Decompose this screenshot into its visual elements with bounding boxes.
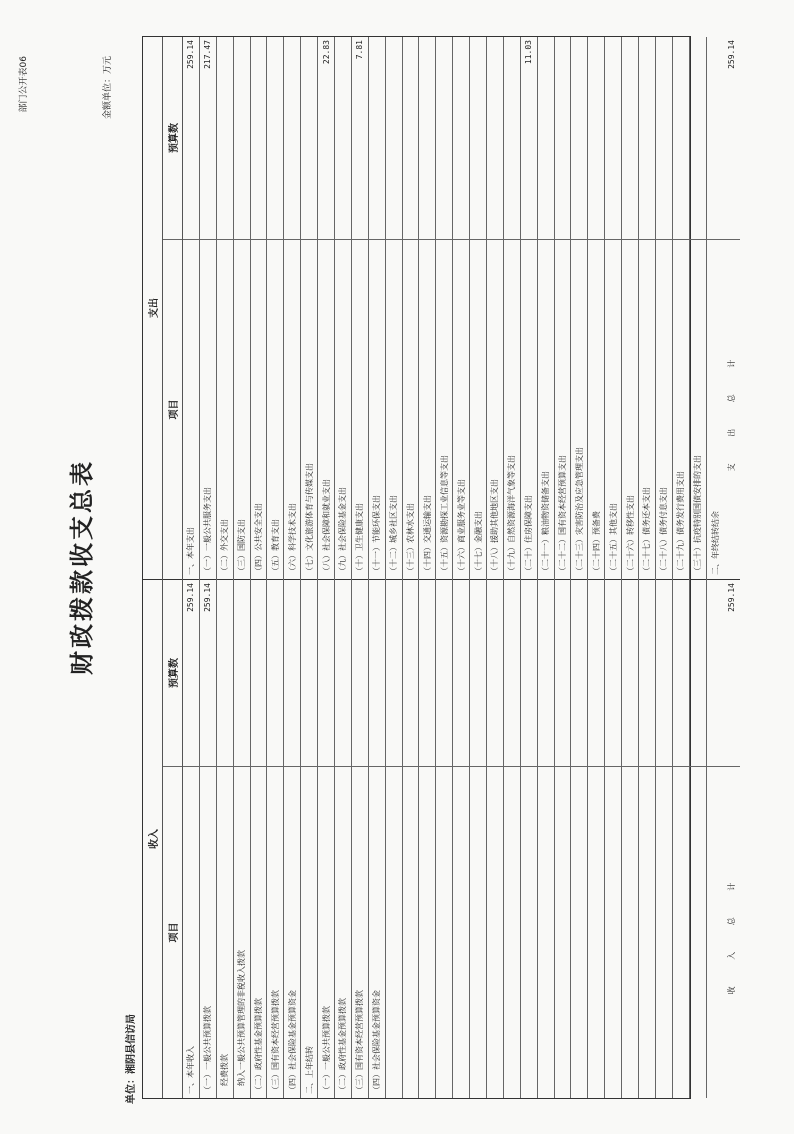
income-budget-cell [284, 579, 300, 766]
table-row [284, 37, 301, 1098]
income-item-cell: （一）一般公共预算拨款 [318, 766, 334, 1098]
expense-budget-cell: 217.47 [203, 40, 213, 69]
expense-budget-cell [538, 37, 554, 239]
income-budget-cell [234, 579, 250, 766]
expense-budget-cell [403, 37, 419, 239]
income-budget-cell [301, 579, 317, 766]
expense-budget-cell [487, 37, 503, 239]
expense-item-cell: （九）社会保险基金支出 [335, 239, 351, 579]
income-budget-cell [622, 579, 638, 766]
income-budget-cell [386, 579, 402, 766]
expense-item-cell: （八）社会保障和就业支出 [318, 239, 334, 579]
table-row [200, 37, 217, 1098]
income-budget-cell [470, 579, 486, 766]
expense-budget-cell [217, 37, 233, 239]
income-budget-cell [588, 579, 604, 766]
expense-item-cell: （二十五）其他支出 [605, 239, 621, 579]
income-budget-cell [267, 579, 283, 766]
expense-budget-cell [622, 37, 638, 239]
table-row [403, 37, 420, 1098]
expense-item-cell: （四）公共安全支出 [251, 239, 267, 579]
table-row [487, 37, 504, 1098]
income-budget-cell [369, 579, 385, 766]
expense-budget-cell [470, 37, 486, 239]
income-group-header: 收入 [143, 579, 162, 1098]
income-budget-header: 预算数 [163, 579, 182, 766]
expense-item-cell: （二十三）灾害防治及应急管理支出 [571, 239, 587, 579]
expense-budget-cell: 259.14 [186, 40, 196, 69]
income-budget-cell [538, 579, 554, 766]
expense-budget-cell [555, 37, 571, 239]
income-item-cell: （四）社会保险基金预算资金 [369, 766, 385, 1098]
expense-item-cell: （十一）节能环保支出 [369, 239, 385, 579]
income-item-header: 项目 [163, 766, 182, 1098]
table-row [504, 37, 521, 1098]
income-budget-cell [571, 579, 587, 766]
table-row [352, 37, 369, 1098]
income-budget-cell [639, 579, 655, 766]
income-budget-cell [487, 579, 503, 766]
expense-budget-cell [571, 37, 587, 239]
table-row [656, 37, 673, 1098]
table-row [538, 37, 555, 1098]
expense-item-cell: 二、年终结转结余 [707, 239, 724, 579]
expense-item-cell: （二十二）国有资本经营预算支出 [555, 239, 571, 579]
expense-budget-cell [656, 37, 672, 239]
expense-budget-cell [453, 37, 469, 239]
income-item-cell [538, 766, 554, 1098]
table-row [251, 37, 268, 1098]
income-budget-cell: 259.14 [200, 579, 216, 766]
table-row [301, 37, 318, 1098]
table-row [419, 37, 436, 1098]
table-row [622, 37, 639, 1098]
income-item-cell [403, 766, 419, 1098]
income-budget-cell [690, 579, 706, 766]
expense-budget-cell [436, 37, 452, 239]
expense-item-header: 项目 [163, 239, 182, 579]
table-row [335, 37, 352, 1098]
currency-unit: 金额单位：万元 [103, 56, 113, 120]
expense-item-cell: （十二）城乡社区支出 [386, 239, 402, 579]
income-item-cell [521, 766, 537, 1098]
income-item-cell [386, 766, 402, 1098]
income-item-cell [504, 766, 520, 1098]
income-item-cell: 经费拨款 [217, 766, 233, 1098]
table-row [555, 37, 572, 1098]
table-row [386, 37, 403, 1098]
expense-item-cell: （七）文化旅游体育与传媒支出 [301, 239, 317, 579]
expense-budget-cell: 7.81 [355, 40, 365, 60]
income-item-cell [419, 766, 435, 1098]
group-header-row [143, 37, 163, 1098]
expense-item-cell: （二）外交支出 [217, 239, 233, 579]
expense-budget-cell [504, 37, 520, 239]
expense-budget-cell [386, 37, 402, 239]
expense-budget-cell [267, 37, 283, 239]
expense-item-cell: 一、本年支出 [183, 239, 199, 579]
table-row [588, 37, 605, 1098]
expense-budget-cell [284, 37, 300, 239]
expense-item-cell: （三十）抗疫特别国债安排的支出 [690, 239, 706, 579]
expense-group-header: 支出 [149, 298, 160, 318]
table-row [605, 37, 622, 1098]
expense-item-cell: （一）一般公共服务支出 [200, 239, 216, 579]
table-row [318, 37, 335, 1098]
expense-item-cell: （二十六）转移性支出 [622, 239, 638, 579]
page-title: 财政拨款收支总表 [68, 459, 96, 675]
table-body [183, 37, 724, 1098]
budget-table [142, 36, 737, 1099]
income-budget-cell [436, 579, 452, 766]
expense-item-cell: （二十八）债务付息支出 [656, 239, 672, 579]
income-item-cell [588, 766, 604, 1098]
income-item-cell: 一、本年收入 [183, 766, 199, 1098]
expense-item-cell: （十九）自然资源海洋气象等支出 [504, 239, 520, 579]
expense-item-cell: （三）国防支出 [234, 239, 250, 579]
table-row [453, 37, 470, 1098]
table-row [234, 37, 251, 1098]
income-item-cell [673, 766, 689, 1098]
income-budget-cell [555, 579, 571, 766]
income-item-cell: （三）国有资本经营预算拨款 [352, 766, 368, 1098]
income-item-cell: 二、上年结转 [301, 766, 317, 1098]
expense-budget-cell [419, 37, 435, 239]
income-item-cell [605, 766, 621, 1098]
income-budget-cell [403, 579, 419, 766]
expense-item-cell: （十五）资源勘探工业信息等支出 [436, 239, 452, 579]
income-item-cell [453, 766, 469, 1098]
expense-budget-cell [673, 37, 689, 239]
expense-budget-cell [690, 37, 706, 239]
income-budget-cell [605, 579, 621, 766]
income-total-value: 259.14 [724, 579, 741, 766]
income-item-cell: （二）政府性基金预算拨款 [251, 766, 267, 1098]
expense-total-value: 259.14 [727, 40, 737, 69]
income-item-cell [690, 766, 706, 1098]
income-budget-cell [318, 579, 334, 766]
income-total-label: 收 入 总 计 [724, 766, 741, 1098]
income-budget-cell [217, 579, 233, 766]
table-row [521, 37, 538, 1098]
table-row [470, 37, 487, 1098]
expense-item-cell: （二十九）债务发行费用支出 [673, 239, 689, 579]
income-budget-cell [453, 579, 469, 766]
income-item-cell: （二）政府性基金预算拨款 [335, 766, 351, 1098]
expense-item-cell: （十七）金融支出 [470, 239, 486, 579]
income-item-cell [470, 766, 486, 1098]
income-budget-cell [521, 579, 537, 766]
income-item-cell: （三）国有资本经营预算拨款 [267, 766, 283, 1098]
income-item-cell [622, 766, 638, 1098]
income-item-cell: 纳入一般公共预算管理的非税收入拨款 [234, 766, 250, 1098]
expense-budget-cell [369, 37, 385, 239]
table-row [267, 37, 284, 1098]
income-budget-cell [419, 579, 435, 766]
table-row [707, 37, 724, 1098]
column-header-row [163, 37, 183, 1098]
expense-total-label: 支 出 总 计 [724, 239, 741, 579]
income-item-cell [639, 766, 655, 1098]
expense-budget-header: 预算数 [169, 123, 180, 153]
table-row [369, 37, 386, 1098]
income-budget-cell [707, 579, 724, 766]
expense-item-cell: （十四）交通运输支出 [419, 239, 435, 579]
expense-budget-cell [234, 37, 250, 239]
expense-item-cell: （二十）住房保障支出 [521, 239, 537, 579]
income-item-cell [656, 766, 672, 1098]
table-row [436, 37, 453, 1098]
expense-item-cell: （六）科学技术支出 [284, 239, 300, 579]
expense-item-cell: （十三）农林水支出 [403, 239, 419, 579]
expense-item-cell: （十六）商业服务业等支出 [453, 239, 469, 579]
income-budget-cell [673, 579, 689, 766]
income-budget-cell [656, 579, 672, 766]
total-row [724, 37, 741, 1098]
table-row [639, 37, 656, 1098]
table-row [217, 37, 234, 1098]
expense-budget-cell [588, 37, 604, 239]
unit-name: 单位：湘阴县信访局 [126, 1014, 137, 1104]
expense-item-cell: （二十四）预备费 [588, 239, 604, 579]
income-item-cell: （一）一般公共预算拨款 [200, 766, 216, 1098]
income-budget-cell [251, 579, 267, 766]
income-item-cell: （四）社会保险基金预算资金 [284, 766, 300, 1098]
table-row [571, 37, 588, 1098]
expense-budget-cell [301, 37, 317, 239]
expense-budget-cell [639, 37, 655, 239]
income-budget-cell [335, 579, 351, 766]
expense-budget-cell [251, 37, 267, 239]
expense-item-cell: （十）卫生健康支出 [352, 239, 368, 579]
expense-budget-cell [707, 37, 724, 239]
income-budget-cell: 259.14 [183, 579, 199, 766]
expense-budget-cell [335, 37, 351, 239]
expense-budget-cell: 22.83 [321, 40, 331, 65]
income-budget-cell [504, 579, 520, 766]
income-item-cell [487, 766, 503, 1098]
table-row [690, 37, 707, 1098]
income-item-cell [436, 766, 452, 1098]
expense-item-cell: （二十七）债务还本支出 [639, 239, 655, 579]
income-item-cell [707, 766, 724, 1098]
table-row [673, 37, 690, 1098]
expense-budget-cell [605, 37, 621, 239]
income-item-cell [555, 766, 571, 1098]
income-budget-cell [352, 579, 368, 766]
income-item-cell [571, 766, 587, 1098]
expense-budget-cell: 11.03 [524, 40, 534, 65]
table-row [183, 37, 200, 1098]
expense-item-cell: （二十一）粮油物资储备支出 [538, 239, 554, 579]
expense-item-cell: （十八）援助其他地区支出 [487, 239, 503, 579]
expense-item-cell: （五）教育支出 [267, 239, 283, 579]
form-code: 部门公开表06 [19, 56, 29, 113]
